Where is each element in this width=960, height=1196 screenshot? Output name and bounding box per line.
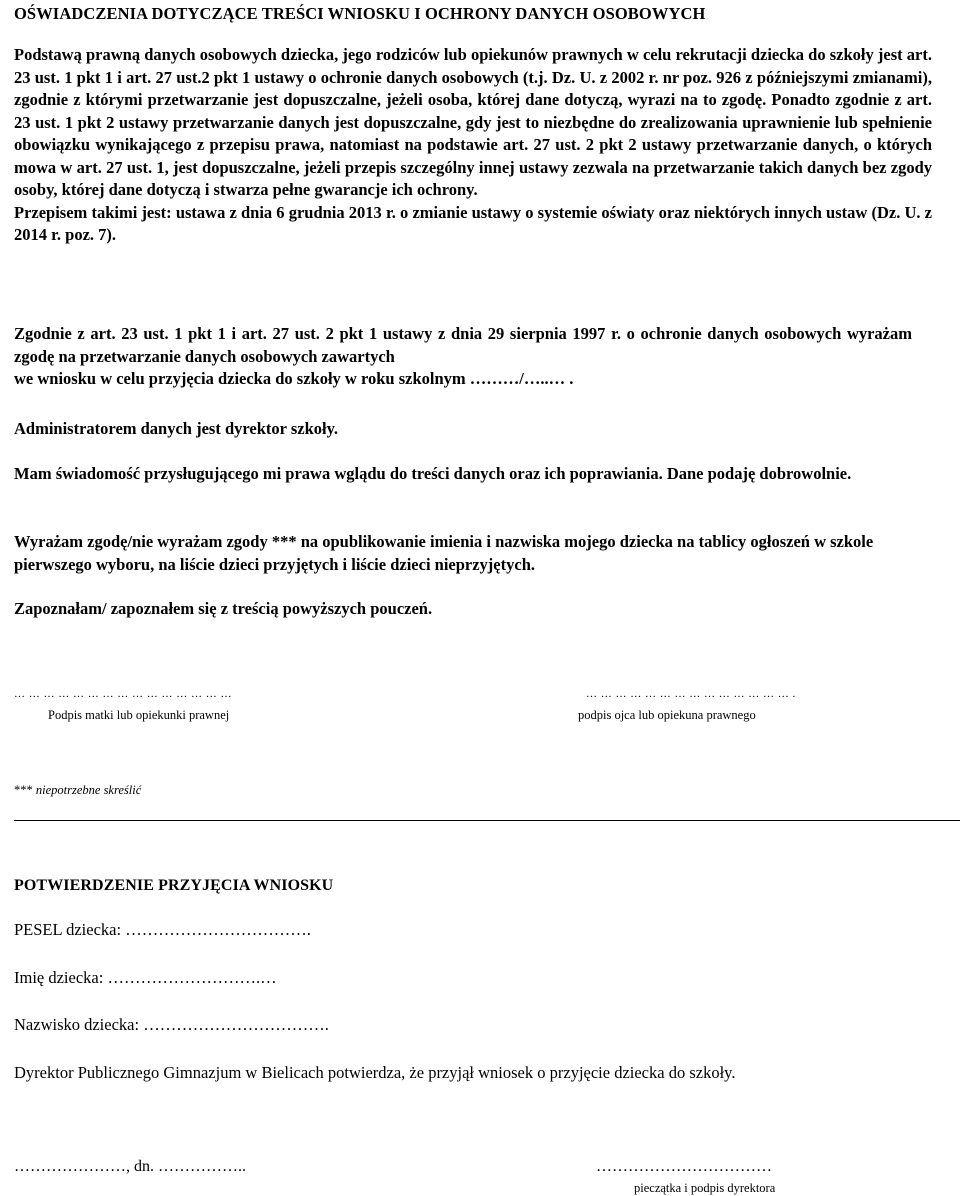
pesel-label: PESEL dziecka: [14, 920, 122, 939]
place-date-line: …………………, dn. …………….. [14, 1158, 246, 1175]
stamp-label: pieczątka i podpis dyrektora [634, 1181, 776, 1195]
confirmation-statement: Dyrektor Publicznego Gimnazjum w Bielicach potwierdza, że przyjął wniosek o przyjęcie dziecka do szkoły. [14, 1063, 736, 1082]
section-divider [14, 820, 960, 821]
last-name-label: Nazwisko dziecka: [14, 1015, 140, 1034]
first-name-label: Imię dziecka: [14, 968, 104, 987]
consent-paragraph: Zgodnie z art. 23 ust. 1 pkt 1 i art. 27 ust. 2 pkt 1 ustawy z dnia 29 sierpnia 1997 r. o ochronie danych osobowych wyrażam zgodę na przetwarzanie danych osobowych zawartych [14, 324, 912, 366]
acknowledgement-statement: Zapoznałam/ zapoznałem się z treścią powyższych pouczeń. [14, 599, 433, 618]
last-name-field [14, 1015, 329, 1035]
mother-signature-label: Podpis matki lub opiekunki prawnej [48, 708, 230, 722]
footnote [14, 783, 141, 798]
footnote-text: niepotrzebne skreślić [35, 783, 142, 797]
director-signature-line: …………………………… [596, 1158, 772, 1175]
consent-section [14, 323, 912, 391]
access-right-statement: Mam świadomość przysługującego mi prawa wglądu do treści danych oraz ich poprawiania. Dane podaję dobrowolnie. [14, 464, 852, 483]
publication-consent-statement: Wyrażam zgodę/nie wyrażam zgody *** na opublikowanie imienia i nazwiska mojego dziecka na tablicy ogłoszeń w szkole pierwszego wyboru, na liście dzieci przyjętych i liście dzieci nieprzyjętych. [14, 532, 874, 574]
first-name-dots: ……………………….… [107, 968, 277, 987]
consent-school-year-line: we wniosku w celu przyjęcia dziecka do szkoły w roku szkolnym ………/…..… . [14, 369, 574, 388]
mother-signature-line: … … … … … … … … … … … … … … … [14, 688, 232, 700]
last-name-dots: ……………………………. [143, 1015, 329, 1034]
footnote-stars: *** [14, 783, 33, 797]
administrator-statement: Administratorem danych jest dyrektor szkoły. [14, 419, 339, 438]
pesel-field [14, 920, 311, 940]
legal-basis-paragraph: Podstawą prawną danych osobowych dziecka, jego rodziców lub opiekunów prawnych w celu rekrutacji dziecka do szkoły jest art. 23 ust. 1 pkt 1 i art. 27 ust.2 pkt 1 ustawy o ochronie danych osobowych (t.j. Dz. U. z 2002 r. nr poz. 926 z późniejszymi zmianami), zgodnie z którymi przetwarzanie jest dopuszczalne, jeżeli osoba, której dane dotyczą, wyrazi na to zgodę. Ponadto zgodnie z art. 23 ust. 1 pkt 2 ustawy przetwarzanie danych jest dopuszczalne, gdy jest to niezbędne do zrealizowania uprawnienie lub spełnienie obowiązku wynikającego z przepisu prawa, natomiast na podstawie art. 27 ust. 2 pkt 2 ustawy przetwarzanie danych, o których mowa w art. 27 ust. 1, jest dopuszczalne, jeżeli przepis szczególny innej ustawy zezwala na przetwarzanie takich danych bez zgody osoby, której dane dotyczą i stwarza pełne gwarancje ich ochrony. [14, 45, 932, 199]
page-title: OŚWIADCZENIA DOTYCZĄCE TREŚCI WNIOSKU I OCHRONY DANYCH OSOBOWYCH [14, 4, 706, 23]
first-name-field [14, 968, 277, 988]
father-signature-label: podpis ojca lub opiekuna prawnego [578, 708, 756, 722]
legal-basis-section [14, 44, 932, 247]
pesel-dots: ……………………………. [125, 920, 311, 939]
father-signature-line: … … … … … … … … … … … … … … . [586, 688, 796, 700]
confirmation-title: POTWIERDZENIE PRZYJĘCIA WNIOSKU [14, 877, 334, 894]
legal-act-paragraph: Przepisem takimi jest: ustawa z dnia 6 grudnia 2013 r. o zmianie ustawy o systemie oświaty oraz niektórych innych ustaw (Dz. U. z 2014 r. poz. 7). [14, 202, 932, 244]
